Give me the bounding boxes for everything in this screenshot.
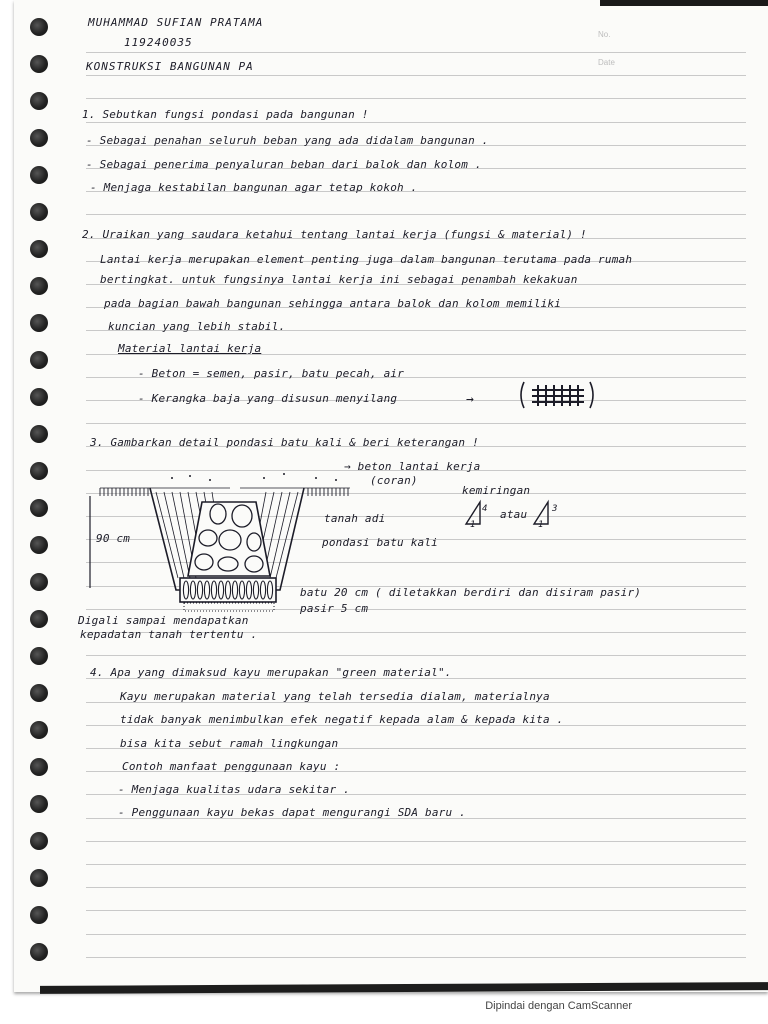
q2-question: 2. Uraikan yang saudara ketahui tentang lantai kerja (fungsi & material) ! (82, 228, 587, 241)
ruled-line (86, 864, 746, 865)
binder-hole (30, 462, 48, 480)
binder-hole (30, 92, 48, 110)
binder-hole (30, 943, 48, 961)
q2-line-1: Lantai kerja merupakan element penting juga dalam bangunan terutama pada rumah (100, 253, 633, 266)
q2-arrow: → (466, 392, 475, 407)
no-label: No. (598, 30, 611, 39)
binder-hole (30, 277, 48, 295)
binder-hole (30, 573, 48, 591)
binder-hole (30, 610, 48, 628)
q2-line-3: pada bagian bawah bangunan sehingga antara balok dan kolom memiliki (104, 297, 562, 310)
label-batu: batu 20 cm ( diletakkan berdiri dan disiram pasir) (300, 586, 642, 599)
ratio-atau: atau (500, 508, 528, 521)
binder-hole (30, 499, 48, 517)
label-pondasi: pondasi batu kali (322, 536, 438, 549)
student-name: MUHAMMAD SUFIAN PRATAMA (88, 16, 264, 29)
q2-material-2: - Kerangka baja yang disusun menyilang (138, 392, 398, 405)
binder-hole (30, 795, 48, 813)
ruled-line (86, 655, 746, 656)
binder-hole (30, 129, 48, 147)
q1-answer-3: - Menjaga kestabilan bangunan agar tetap kokoh . (90, 181, 418, 194)
ratio-b-top: 3 (552, 504, 558, 514)
depth-label: 90 cm (96, 532, 131, 545)
q4-question: 4. Apa yang dimaksud kayu merupakan "green material". (90, 666, 452, 679)
ruled-line (86, 122, 746, 123)
scanner-watermark: Dipindai dengan CamScanner (485, 1000, 632, 1012)
binder-hole (30, 721, 48, 739)
binder-hole (30, 314, 48, 332)
ruled-line (86, 98, 746, 99)
q3-note-1: Digali sampai mendapatkan (78, 614, 249, 627)
q4-benefits-heading: Contoh manfaat penggunaan kayu : (122, 760, 341, 773)
ruled-line (86, 887, 746, 888)
q4-line-1: Kayu merupakan material yang telah tersedia dialam, materialnya (120, 690, 550, 703)
binder-hole (30, 203, 48, 221)
binder-hole (30, 240, 48, 258)
binder-hole (30, 758, 48, 776)
q4-line-3: bisa kita sebut ramah lingkungan (120, 737, 339, 750)
q2-material-1: - Beton = semen, pasir, batu pecah, air (138, 367, 405, 380)
q2-material-heading: Material lantai kerja (118, 342, 262, 355)
ruled-line (86, 957, 746, 958)
q1-answer-1: - Sebagai penahan seluruh beban yang ada didalam bangunan . (86, 134, 489, 147)
binder-hole (30, 425, 48, 443)
q4-benefit-2: - Penggunaan kayu bekas dapat mengurangi SDA baru . (118, 806, 466, 819)
binder-hole (30, 647, 48, 665)
ruled-line (86, 214, 746, 215)
ruled-line (86, 52, 746, 53)
ratio-a-bottom: 1 (470, 520, 476, 530)
slope-label: kemiringan (462, 484, 531, 497)
q3-question: 3. Gambarkan detail pondasi batu kali & beri keterangan ! (90, 436, 479, 449)
steel-mesh-sketch (516, 378, 600, 412)
q1-answer-2: - Sebagai penerima penyaluran beban dari balok dan kolom . (86, 158, 482, 171)
q4-line-2: tidak banyak menimbulkan efek negatif kepada alam & kepada kita . (120, 713, 564, 726)
binder-hole (30, 869, 48, 887)
ruled-line (86, 910, 746, 911)
ruled-line (86, 841, 746, 842)
binder-hole (30, 351, 48, 369)
q2-line-4: kuncian yang lebih stabil. (108, 320, 286, 333)
ruled-line (86, 423, 746, 424)
binder-hole (30, 388, 48, 406)
binder-hole (30, 18, 48, 36)
q4-benefit-1: - Menjaga kualitas udara sekitar . (118, 783, 350, 796)
ruled-line (86, 75, 746, 76)
binder-hole (30, 536, 48, 554)
q2-line-2: bertingkat. untuk fungsinya lantai kerja ini sebagai penambah kekakuan (100, 273, 578, 286)
ratio-b-bottom: 1 (538, 520, 544, 530)
label-pasir: pasir 5 cm (300, 602, 369, 615)
binder-hole (30, 832, 48, 850)
label-lantai-kerja: → beton lantai kerja (344, 460, 481, 473)
course-title: KONSTRUKSI BANGUNAN PA (86, 60, 254, 73)
label-coran: (coran) (370, 474, 418, 487)
student-id: 119240035 (124, 36, 193, 49)
binder-hole (30, 166, 48, 184)
ruled-line (86, 934, 746, 935)
binder-hole (30, 55, 48, 73)
binder-hole (30, 684, 48, 702)
ratio-a-top: 4 (482, 504, 488, 514)
q1-question: 1. Sebutkan fungsi pondasi pada bangunan ! (82, 108, 369, 121)
date-label: Date (598, 58, 615, 67)
binder-hole (30, 906, 48, 924)
scan-edge-top (600, 0, 768, 6)
q3-note-2: kepadatan tanah tertentu . (80, 628, 258, 641)
label-tanah: tanah adi (324, 512, 386, 525)
